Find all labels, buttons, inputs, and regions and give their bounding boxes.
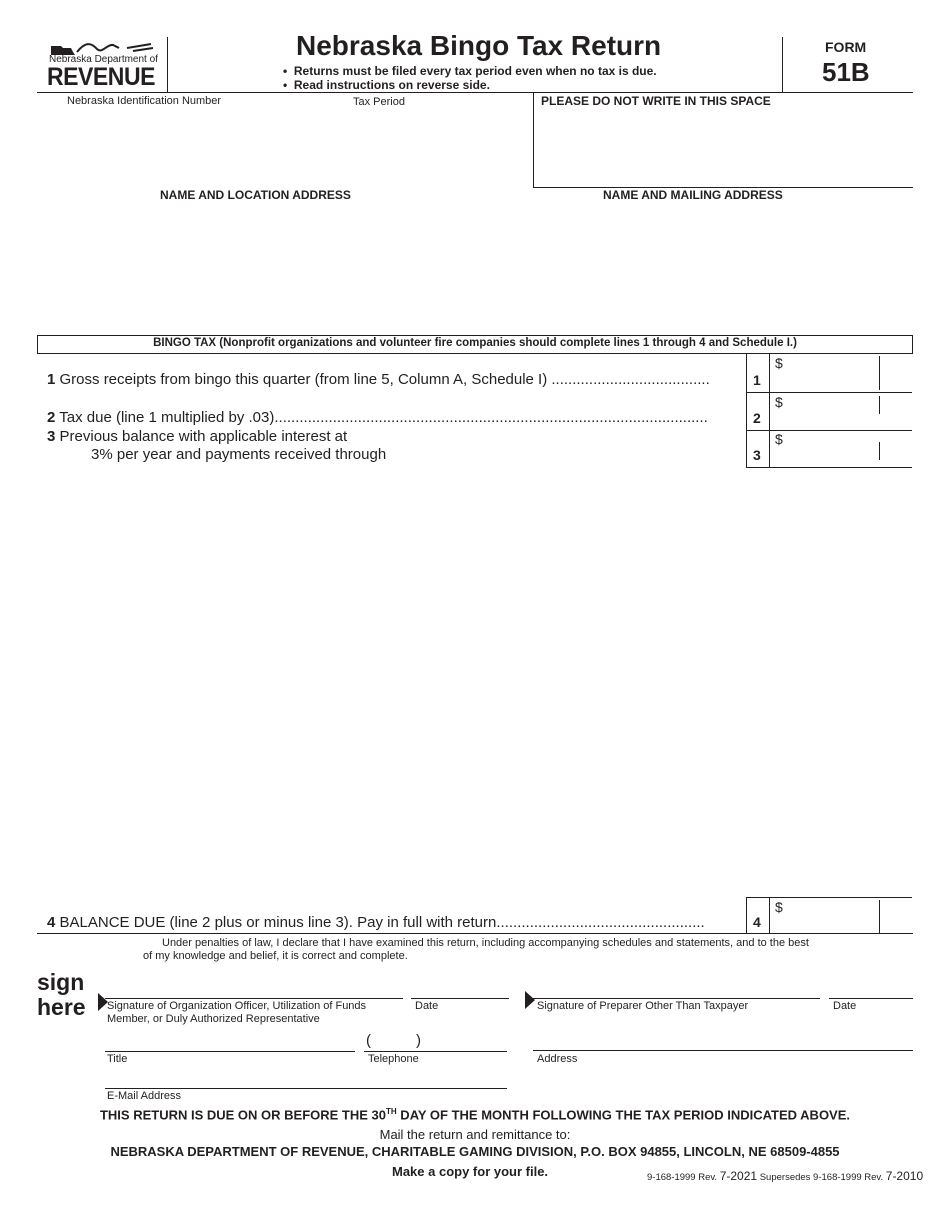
line-4-bottom-rule (37, 933, 913, 934)
sign-here-label: sign here (37, 969, 86, 1020)
instructions-list (283, 64, 657, 92)
line-2-description: 2 Tax due (line 1 multiplied by .03)........................................................................................................ (47, 409, 708, 426)
email-label: E-Mail Address (107, 1090, 181, 1102)
box-col-right (769, 353, 770, 467)
line-4-top-rule (746, 897, 912, 898)
agency-name: REVENUE (47, 63, 155, 91)
preparer-date-label: Date (833, 1000, 857, 1012)
tax-period-label: Tax Period (353, 96, 405, 108)
phone-close-paren: ) (416, 1032, 421, 1049)
officer-signature-label: Signature of Organization Officer, Utilization of Funds Member, or Duly Authorized Representative (107, 1000, 367, 1025)
box-col-left (746, 353, 747, 467)
telephone-label: Telephone (368, 1053, 419, 1065)
declaration-line-2: of my knowledge and belief, it is correct and complete. (143, 950, 408, 962)
form-label: FORM (825, 39, 867, 55)
preparer-signature-line[interactable] (533, 998, 820, 999)
instruction-bullet: • Returns must be filed every tax period even when no tax is due. (283, 64, 657, 78)
officer-date-label: Date (415, 1000, 439, 1012)
revenue-logo (47, 40, 157, 90)
address-label: Address (537, 1053, 578, 1065)
line-3-box-number: 3 (753, 447, 761, 463)
line-1-amount-field[interactable]: $ (775, 355, 783, 371)
line-4-description: 4 BALANCE DUE (line 2 plus or minus line 3). Pay in full with return.................................................. (47, 914, 705, 931)
preparer-signature-label: Signature of Preparer Other Than Taxpayer (537, 1000, 749, 1012)
telephone-line[interactable] (364, 1051, 507, 1052)
line-4-amount-field[interactable]: $ (775, 899, 783, 915)
mailing-address: NEBRASKA DEPARTMENT OF REVENUE, CHARITABLE GAMING DIVISION, P.O. BOX 94855, LINCOLN, NE 68509-4855 (110, 1144, 840, 1159)
line-1-description: 1 Gross receipts from bingo this quarter (from line 5, Column A, Schedule I) ...................................... (47, 371, 710, 388)
line-4-box-number: 4 (753, 914, 761, 930)
amount-row-rule-3 (746, 467, 912, 468)
line-3-amount-field[interactable]: $ (775, 431, 783, 447)
revision-note: 9-168-1999 Rev. 7-2021 Supersedes 9-168-1999 Rev. 7-2010 (647, 1169, 924, 1183)
line-3-description-continued: 3% per year and payments received through (91, 446, 387, 463)
mail-to-label: Mail the return and remittance to: (379, 1127, 571, 1142)
line-4-box-left (746, 897, 747, 933)
logo-divider (167, 37, 168, 92)
location-address-label: NAME AND LOCATION ADDRESS (160, 188, 351, 202)
line-3-description: 3 Previous balance with applicable interest at (47, 428, 348, 445)
phone-open-paren: ( (366, 1032, 371, 1049)
line-4-box-right (769, 897, 770, 933)
preparer-date-line[interactable] (829, 998, 913, 999)
office-use-box-left (533, 92, 534, 187)
declaration-line-1: Under penalties of law, I declare that I have examined this return, including accompanying schedules and statements, and to the best (162, 937, 809, 949)
amount-row-rule-1 (746, 392, 912, 393)
preparer-arrow-icon (525, 991, 535, 1009)
form-number-divider (782, 37, 783, 92)
office-use-label: PLEASE DO NOT WRITE IN THIS SPACE (541, 94, 771, 108)
bingo-tax-heading: BINGO TAX (Nonprofit organizations and volunteer fire companies should complete lines 1 through 4 and Schedule I.) (37, 335, 913, 354)
agency-line: Nebraska Department of (49, 54, 158, 65)
header-rule (37, 92, 913, 93)
mailing-address-label: NAME AND MAILING ADDRESS (603, 188, 783, 202)
email-line[interactable] (105, 1088, 507, 1089)
line-2-box-number: 2 (753, 410, 761, 426)
id-number-label: Nebraska Identification Number (67, 95, 222, 107)
address-line[interactable] (533, 1050, 913, 1051)
line-2-amount-field[interactable]: $ (775, 394, 783, 410)
line-1-box-number: 1 (753, 372, 761, 388)
page-title: Nebraska Bingo Tax Return (296, 30, 662, 61)
title-label: Title (107, 1053, 128, 1065)
officer-signature-line[interactable] (105, 998, 403, 999)
due-date-notice: THIS RETURN IS DUE ON OR BEFORE THE 30TH DAY OF THE MONTH FOLLOWING THE TAX PERIOD INDICATED ABOVE. (99, 1107, 851, 1123)
officer-date-line[interactable] (411, 998, 509, 999)
instruction-bullet: • Read instructions on reverse side. (283, 78, 490, 92)
title-line[interactable] (105, 1051, 355, 1052)
copy-note: Make a copy for your file. (392, 1164, 549, 1179)
form-number: 51B (822, 57, 870, 87)
